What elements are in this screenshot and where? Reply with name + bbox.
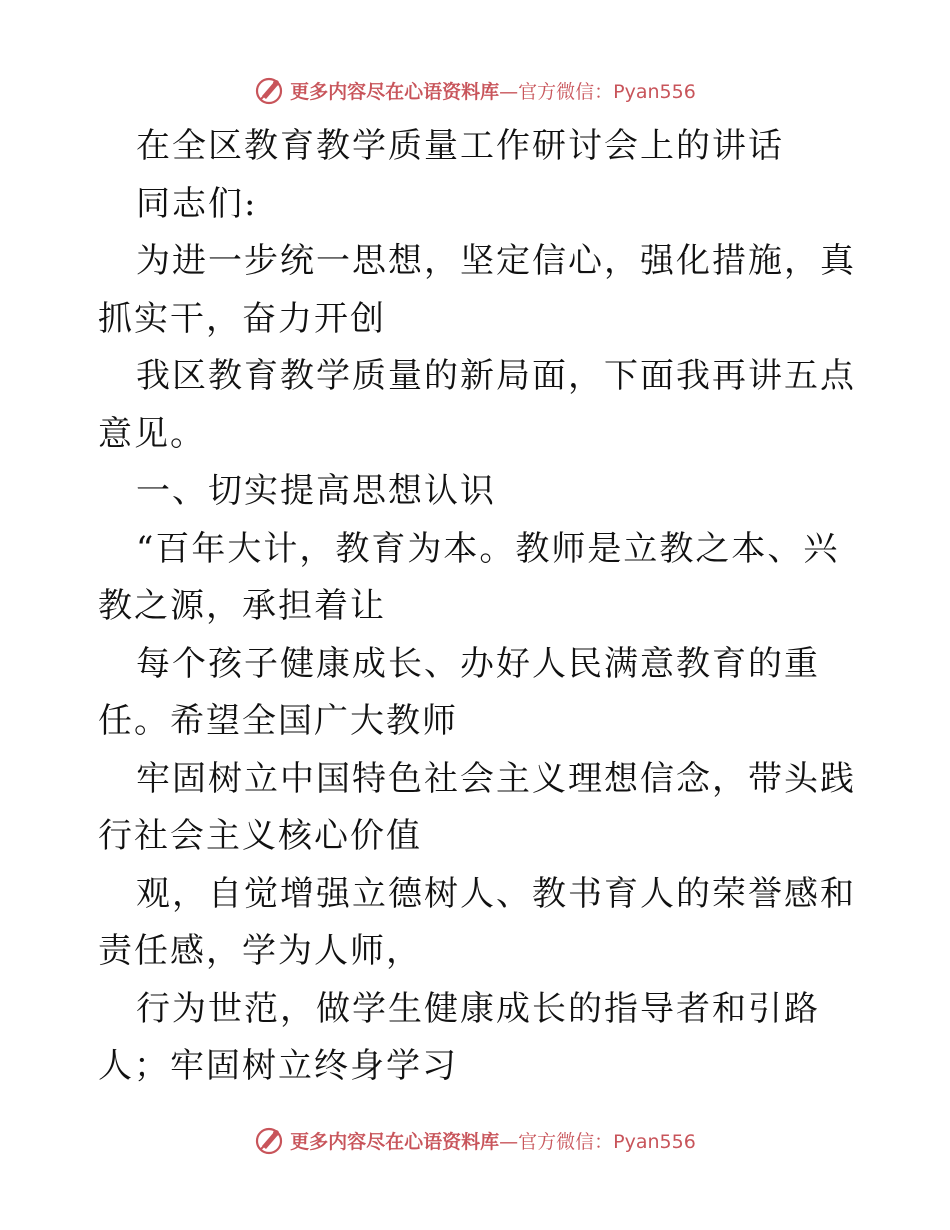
- footer-watermark: [0, 1120, 950, 1160]
- pen-circle-logo-icon: [254, 74, 286, 106]
- document-body: [98, 118, 858, 1096]
- section-heading: 一、切实提高思想认识: [136, 471, 496, 511]
- paragraph: 牢固树立中国特色社会主义理想信念，带头践行社会主义核心价值: [98, 758, 856, 856]
- paragraph: 我区教育教学质量的新局面，下面我再讲五点意见。: [98, 356, 856, 454]
- watermark-text: 更多内容尽在心语资料库—官方微信：Pyan556: [290, 80, 696, 103]
- pen-circle-logo-icon: [254, 1124, 286, 1156]
- paragraph: 每个孩子健康成长、办好人民满意教育的重任。希望全国广大教师: [98, 643, 820, 741]
- salutation: 同志们:: [136, 183, 258, 224]
- paragraph: 观，自觉增强立德树人、教书育人的荣誉感和责任感，学为人师，: [98, 873, 856, 971]
- document-title: 在全区教育教学质量工作研讨会上的讲话: [136, 126, 784, 166]
- paragraph: “百年大计，教育为本。教师是立教之本、兴教之源，承担着让: [98, 528, 840, 626]
- paragraph: 行为世范，做学生健康成长的指导者和引路人；牢固树立终身学习: [98, 988, 820, 1086]
- watermark-text: 更多内容尽在心语资料库—官方微信：Pyan556: [290, 1130, 696, 1153]
- paragraph: 为进一步统一思想，坚定信心，强化措施，真抓实干，奋力开创: [98, 241, 856, 339]
- header-watermark: [0, 70, 950, 110]
